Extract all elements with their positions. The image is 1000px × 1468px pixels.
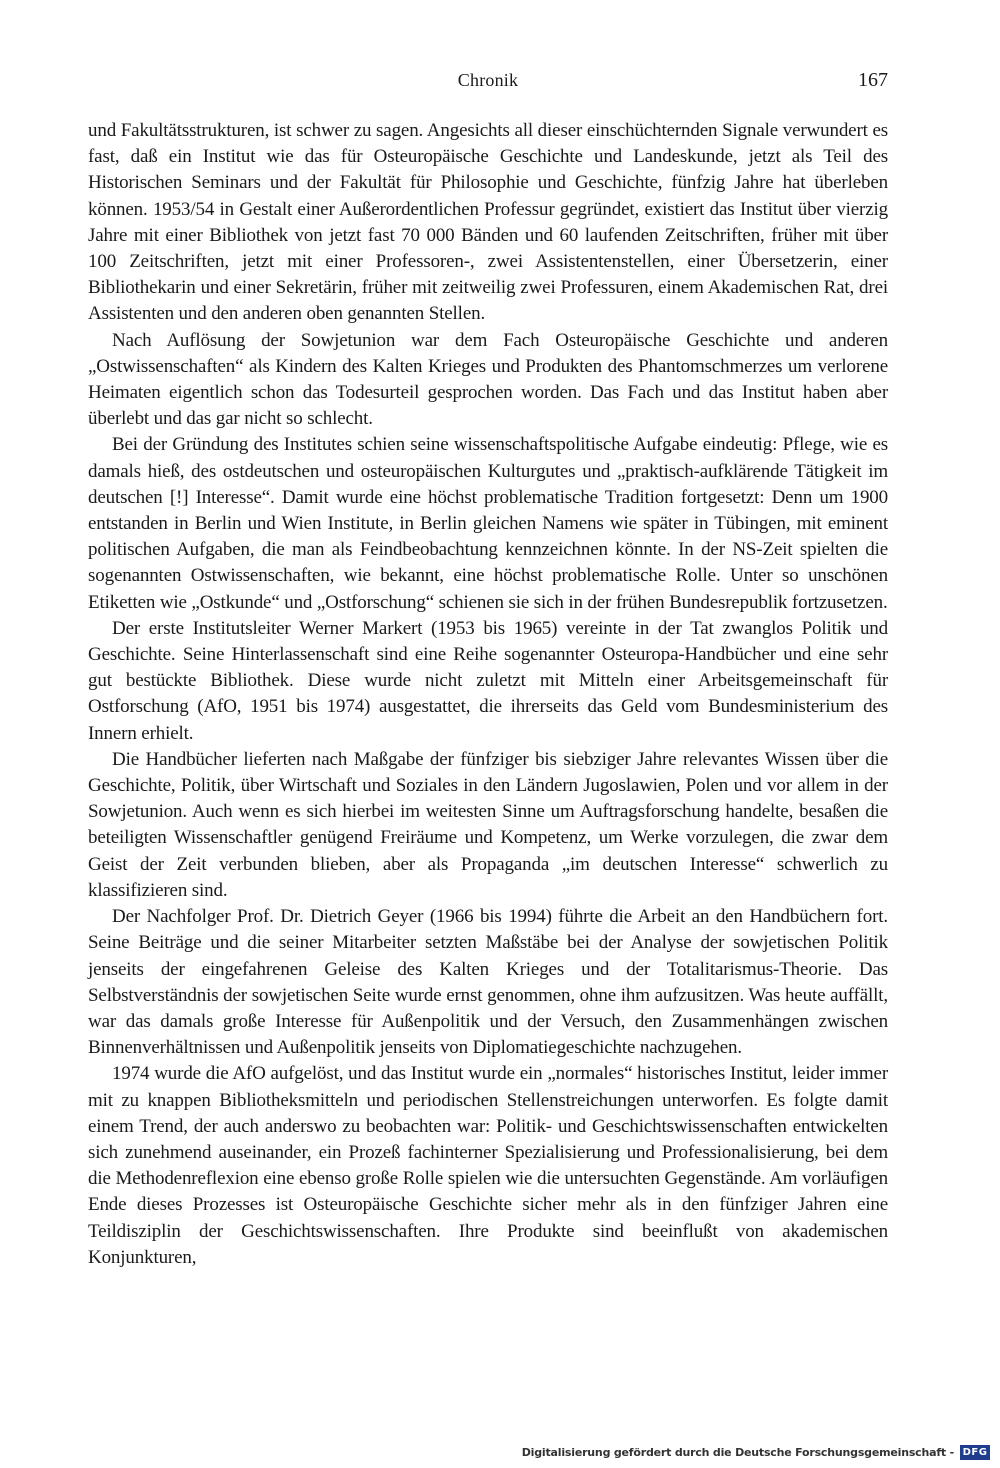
digitization-footer [522, 1442, 990, 1462]
paragraph-5: Die Handbücher lieferten nach Maßgabe der fünfziger bis siebziger Jahre relevantes Wissen über die Geschichte, Politik, über Wirtschaft und Soziales in den Ländern Jugoslawien, Polen und vor allem in der Sowjetunion. Auch wenn es sich hierbei im weitesten Sinne um Auftragsforschung handelte, besaßen die beteiligten Wissenschaftler genügend Freiräume und Kompetenz, um Werke vorzulegen, die zwar dem Geist der Zeit verbunden blieben, aber als Propaganda „im deutschen Interesse“ schwerlich zu klassifizieren sind. [88, 748, 888, 901]
paragraph-1: und Fakultätsstrukturen, ist schwer zu sagen. Angesichts all dieser einschüchternden Signale verwundert es fast, daß ein Institut wie das für Osteuropäische Geschichte und Landeskunde, jetzt als Teil des Historischen Seminars und der Fakultät für Philosophie und Geschichte, fünfzig Jahre hat überleben können. 1953/54 in Gestalt einer Außerordentlichen Professur gegründet, existiert das Institut über vierzig Jahre mit einer Bibliothek von jetzt fast 70 000 Bänden und 60 laufenden Zeitschriften, früher mit über 100 Zeitschriften, jetzt mit einer Professoren-, zwei Assistentenstellen, einer Übersetzerin, einer Bibliothekarin und einer Sekretärin, früher mit zeitweilig zwei Professuren, einem Akademischen Rat, drei Assistenten und den anderen oben genannten Stellen. [88, 120, 888, 325]
paragraph-6: Der Nachfolger Prof. Dr. Dietrich Geyer (1966 bis 1994) führte die Arbeit an den Handbüchern fort. Seine Beiträge und die seiner Mitarbeiter setzten Maßstäbe bei der Analyse der sowjetischen Politik jenseits der eingefahrenen Geleise des Kalten Krieges und der Totalitarismus-Theorie. Das Selbstverständnis der sowjetischen Seite wurde ernst genommen, ohne ihm aufzusitzen. Was heute auffällt, war das damals große Interesse für Außenpolitik und der Versuch, den Zusammenhängen zwischen Binnenverhältnissen und Außenpolitik jenseits von Diplomatiegeschichte nachzugehen. [88, 906, 888, 1059]
body-text [88, 118, 888, 1271]
paragraph-7: 1974 wurde die AfO aufgelöst, und das Institut wurde ein „normales“ historisches Institut, leider immer mit zu knappen Bibliotheksmitteln und periodischen Stellenstreichungen unterworfen. Es folgte damit einem Trend, der auch anderswo zu beobachten war: Politik- und Geschichtswissenschaften entwickelten sich zunehmend auseinander, ein Prozeß fachinterner Spezialisierung und Professionalisierung, bei dem die Methodenreflexion eine ebenso große Rolle spielen wie die untersuchten Gegenstände. Am vorläufigen Ende dieses Prozesses ist Osteuropäische Geschichte sicher mehr als in den fünfziger Jahren eine Teildisziplin der Geschichtswissenschaften. Ihre Produkte sind beeinflußt von akademischen Konjunkturen, [88, 1063, 888, 1268]
dfg-logo-icon: DFG [960, 1445, 990, 1460]
running-title: Chronik [457, 70, 519, 90]
paragraph-4: Der erste Institutsleiter Werner Markert (1953 bis 1965) vereinte in der Tat zwanglos Politik und Geschichte. Seine Hinterlassenschaft sind eine Reihe sogenannter Osteuropa-Handbücher und eine sehr gut bestückte Bibliothek. Diese wurde nicht zuletzt mit Mitteln einer Arbeitsgemeinschaft für Ostforschung (AfO, 1951 bis 1974) ausgestattet, die ihrerseits das Geld vom Bundesministerium des Innern erhielt. [88, 617, 888, 744]
running-head [88, 66, 888, 94]
paragraph-3: Bei der Gründung des Institutes schien seine wissenschaftspolitische Aufgabe eindeutig: Pflege, wie es damals hieß, des ostdeutschen und osteuropäischen Kulturgutes und „praktisch-aufklärende Tätigkeit im deutschen [!] Interesse“. Damit wurde eine höchst problematische Tradition fortgesetzt: Denn um 1900 entstanden in Berlin und Wien Institute, in Berlin gleichen Namens wie später in Tübingen, mit eminent politischen Aufgaben, die man als Feindbeobachtung kennzeichnen könnte. In der NS-Zeit spielten die sogenannten Ostwissenschaften, wie bekannt, eine höchst problematische Rolle. Unter so unschönen Etiketten wie „Ostkunde“ und „Ostforschung“ schienen sie sich in der frühen Bundesrepublik fortzusetzen. [88, 434, 888, 613]
page-number: 167 [858, 69, 888, 91]
paragraph-2: Nach Auflösung der Sowjetunion war dem Fach Osteuropäische Geschichte und anderen „Ostwissenschaften“ als Kindern des Kalten Krieges und Produkten des Phantomschmerzes um verlorene Heimaten eigentlich schon das Todesurteil gesprochen worden. Das Fach und das Institut haben aber überlebt und das gar nicht so schlecht. [88, 329, 888, 430]
funding-note: Digitalisierung gefördert durch die Deutsche Forschungsgemeinschaft - [521, 1445, 954, 1459]
